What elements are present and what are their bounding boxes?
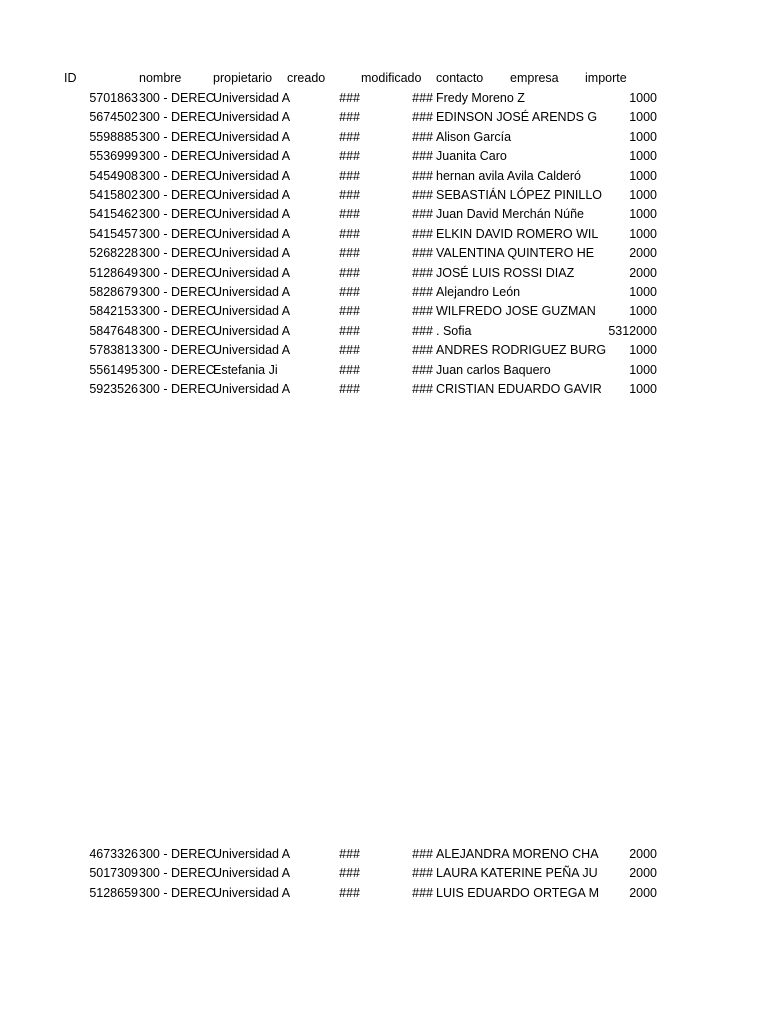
- cell-nombre: 300 - DEREC: [139, 285, 215, 299]
- cell-nombre: 300 - DEREC: [139, 188, 215, 202]
- cell-modificado: ###: [412, 207, 433, 222]
- cell-creado: ###: [339, 885, 360, 900]
- header-row: [0, 69, 768, 88]
- cell-propietario: Universidad A: [213, 168, 291, 183]
- cell-nombre: 300 - DEREC: [139, 129, 215, 144]
- table-row: [0, 128, 768, 147]
- cell-importe: 1000: [629, 188, 657, 202]
- cell-nombre: 300 - DEREC: [139, 110, 215, 125]
- cell-propietario: Universidad A: [213, 110, 291, 125]
- cell-id: 4673326: [89, 847, 138, 861]
- cell-importe: 1000: [629, 91, 657, 105]
- cell-id: 5701863: [89, 91, 138, 105]
- cell-propietario: Universidad A: [213, 304, 291, 319]
- cell-importe: 1000: [629, 285, 657, 299]
- cell-propietario: Universidad A: [213, 91, 291, 105]
- cell-creado: ###: [339, 110, 360, 125]
- table-row: [0, 225, 768, 244]
- cell-propietario: Universidad A: [213, 285, 291, 299]
- cell-contacto: Alejandro León: [436, 285, 521, 299]
- cell-modificado: ###: [412, 343, 433, 358]
- cell-nombre: 300 - DEREC: [139, 362, 215, 377]
- cell-importe: 2000: [629, 847, 657, 861]
- cell-contacto: SEBASTIÁN LÓPEZ PINILLO: [436, 188, 603, 202]
- header-importe: importe: [585, 71, 627, 85]
- cell-creado: ###: [339, 265, 360, 280]
- cell-propietario: Universidad A: [213, 207, 291, 222]
- cell-modificado: ###: [412, 323, 433, 338]
- cell-id: 5923526: [89, 382, 138, 396]
- cell-contacto: ANDRES RODRIGUEZ BURG: [436, 343, 607, 358]
- cell-id: 5128659: [89, 885, 138, 900]
- cell-creado: ###: [339, 362, 360, 377]
- cell-id: 5847648: [89, 323, 138, 338]
- cell-nombre: 300 - DEREC: [139, 149, 215, 164]
- table-row: [0, 205, 768, 224]
- cell-nombre: 300 - DEREC: [139, 323, 215, 338]
- cell-id: 5536999: [89, 149, 138, 164]
- header-contacto: contacto: [436, 71, 484, 85]
- cell-creado: ###: [339, 246, 360, 261]
- cell-contacto: VALENTINA QUINTERO HE: [436, 246, 595, 261]
- cell-contacto: ALEJANDRA MORENO CHA: [436, 847, 599, 861]
- cell-nombre: 300 - DEREC: [139, 168, 215, 183]
- cell-modificado: ###: [412, 265, 433, 280]
- cell-creado: ###: [339, 323, 360, 338]
- cell-importe: 1000: [629, 382, 657, 396]
- cell-propietario: Universidad A: [213, 382, 291, 396]
- cell-id: 5842153: [89, 304, 138, 319]
- cell-contacto: Alison García: [436, 129, 512, 144]
- cell-propietario: Universidad A: [213, 226, 291, 241]
- table-row: [0, 283, 768, 302]
- cell-importe: 1000: [629, 226, 657, 241]
- cell-creado: ###: [339, 866, 360, 881]
- cell-id: 5415457: [89, 226, 138, 241]
- cell-propietario: Universidad A: [213, 866, 291, 881]
- cell-creado: ###: [339, 168, 360, 183]
- cell-contacto: hernan avila Avila Calderó: [436, 168, 582, 183]
- cell-id: 5561495: [89, 362, 138, 377]
- table-row: [0, 845, 768, 864]
- cell-importe: 1000: [629, 168, 657, 183]
- cell-id: 5828679: [89, 285, 138, 299]
- header-empresa: empresa: [510, 71, 559, 85]
- cell-nombre: 300 - DEREC: [139, 226, 215, 241]
- cell-modificado: ###: [412, 246, 433, 261]
- cell-modificado: ###: [412, 91, 433, 105]
- cell-creado: ###: [339, 343, 360, 358]
- cell-nombre: 300 - DEREC: [139, 91, 215, 105]
- cell-modificado: ###: [412, 382, 433, 396]
- cell-modificado: ###: [412, 168, 433, 183]
- cell-modificado: ###: [412, 129, 433, 144]
- cell-modificado: ###: [412, 847, 433, 861]
- cell-contacto: ELKIN DAVID ROMERO WIL: [436, 226, 599, 241]
- cell-modificado: ###: [412, 226, 433, 241]
- cell-contacto: WILFREDO JOSE GUZMAN: [436, 304, 596, 319]
- cell-propietario: Estefania Ji: [213, 362, 278, 377]
- table-row: [0, 186, 768, 205]
- cell-propietario: Universidad A: [213, 265, 291, 280]
- cell-importe: 2000: [629, 265, 657, 280]
- cell-nombre: 300 - DEREC: [139, 246, 215, 261]
- cell-nombre: 300 - DEREC: [139, 207, 215, 222]
- cell-propietario: Universidad A: [213, 149, 291, 164]
- cell-modificado: ###: [412, 885, 433, 900]
- cell-modificado: ###: [412, 149, 433, 164]
- cell-id: 5017309: [89, 866, 138, 881]
- cell-contacto: LUIS EDUARDO ORTEGA M: [436, 885, 599, 900]
- table-row: [0, 302, 768, 321]
- cell-creado: ###: [339, 188, 360, 202]
- cell-id: 5454908: [89, 168, 138, 183]
- cell-creado: ###: [339, 285, 360, 299]
- cell-propietario: Universidad A: [213, 343, 291, 358]
- cell-modificado: ###: [412, 285, 433, 299]
- cell-nombre: 300 - DEREC: [139, 866, 215, 881]
- cell-nombre: 300 - DEREC: [139, 885, 215, 900]
- cell-creado: ###: [339, 129, 360, 144]
- cell-contacto: Juan David Merchán Núñe: [436, 207, 584, 222]
- cell-importe: 2000: [629, 866, 657, 881]
- table-row: [0, 864, 768, 883]
- header-modificado: modificado: [361, 71, 422, 85]
- cell-id: 5783813: [89, 343, 138, 358]
- cell-importe: 1000: [629, 207, 657, 222]
- table-row: [0, 380, 768, 399]
- cell-importe: 5312000: [608, 323, 657, 338]
- table-row: [0, 89, 768, 108]
- cell-creado: ###: [339, 304, 360, 319]
- cell-importe: 2000: [629, 246, 657, 261]
- cell-nombre: 300 - DEREC: [139, 343, 215, 358]
- cell-importe: 1000: [629, 110, 657, 125]
- table-row: [0, 147, 768, 166]
- table-row: [0, 108, 768, 127]
- cell-id: 5674502: [89, 110, 138, 125]
- header-propietario: propietario: [213, 71, 273, 85]
- table-row: [0, 884, 768, 903]
- cell-propietario: Universidad A: [213, 246, 291, 261]
- header-nombre: nombre: [139, 71, 182, 85]
- table-row: [0, 264, 768, 283]
- header-creado: creado: [287, 71, 326, 85]
- cell-importe: 1000: [629, 343, 657, 358]
- cell-modificado: ###: [412, 362, 433, 377]
- cell-propietario: Universidad A: [213, 323, 291, 338]
- cell-nombre: 300 - DEREC: [139, 847, 215, 861]
- cell-creado: ###: [339, 207, 360, 222]
- cell-contacto: Fredy Moreno Z: [436, 91, 525, 105]
- cell-propietario: Universidad A: [213, 885, 291, 900]
- cell-creado: ###: [339, 91, 360, 105]
- cell-importe: 1000: [629, 149, 657, 164]
- cell-modificado: ###: [412, 110, 433, 125]
- cell-contacto: CRISTIAN EDUARDO GAVIR: [436, 382, 602, 396]
- cell-nombre: 300 - DEREC: [139, 265, 215, 280]
- cell-creado: ###: [339, 149, 360, 164]
- table-row: [0, 361, 768, 380]
- cell-nombre: 300 - DEREC: [139, 382, 215, 396]
- cell-contacto: JOSÉ LUIS ROSSI DIAZ: [436, 265, 575, 280]
- cell-propietario: Universidad A: [213, 129, 291, 144]
- table-row: [0, 341, 768, 360]
- cell-creado: ###: [339, 847, 360, 861]
- table-row: [0, 244, 768, 263]
- cell-nombre: 300 - DEREC: [139, 304, 215, 319]
- cell-contacto: LAURA KATERINE PEÑA JU: [436, 866, 598, 881]
- cell-id: 5415802: [89, 188, 138, 202]
- cell-importe: 1000: [629, 362, 657, 377]
- cell-contacto: Juan carlos Baquero: [436, 362, 551, 377]
- cell-creado: ###: [339, 382, 360, 396]
- table-row: [0, 167, 768, 186]
- cell-importe: 1000: [629, 129, 657, 144]
- cell-contacto: Juanita Caro: [436, 149, 507, 164]
- table-row: [0, 322, 768, 341]
- cell-creado: ###: [339, 226, 360, 241]
- cell-id: 5128649: [89, 265, 138, 280]
- cell-propietario: Universidad A: [213, 188, 291, 202]
- cell-modificado: ###: [412, 188, 433, 202]
- cell-contacto: EDINSON JOSÉ ARENDS G: [436, 110, 598, 125]
- cell-propietario: Universidad A: [213, 847, 291, 861]
- cell-contacto: . Sofia: [436, 323, 472, 338]
- cell-importe: 1000: [629, 304, 657, 319]
- header-id: ID: [64, 71, 77, 85]
- cell-modificado: ###: [412, 304, 433, 319]
- cell-id: 5598885: [89, 129, 138, 144]
- cell-modificado: ###: [412, 866, 433, 881]
- cell-id: 5415462: [89, 207, 138, 222]
- cell-id: 5268228: [89, 246, 138, 261]
- cell-importe: 2000: [629, 885, 657, 900]
